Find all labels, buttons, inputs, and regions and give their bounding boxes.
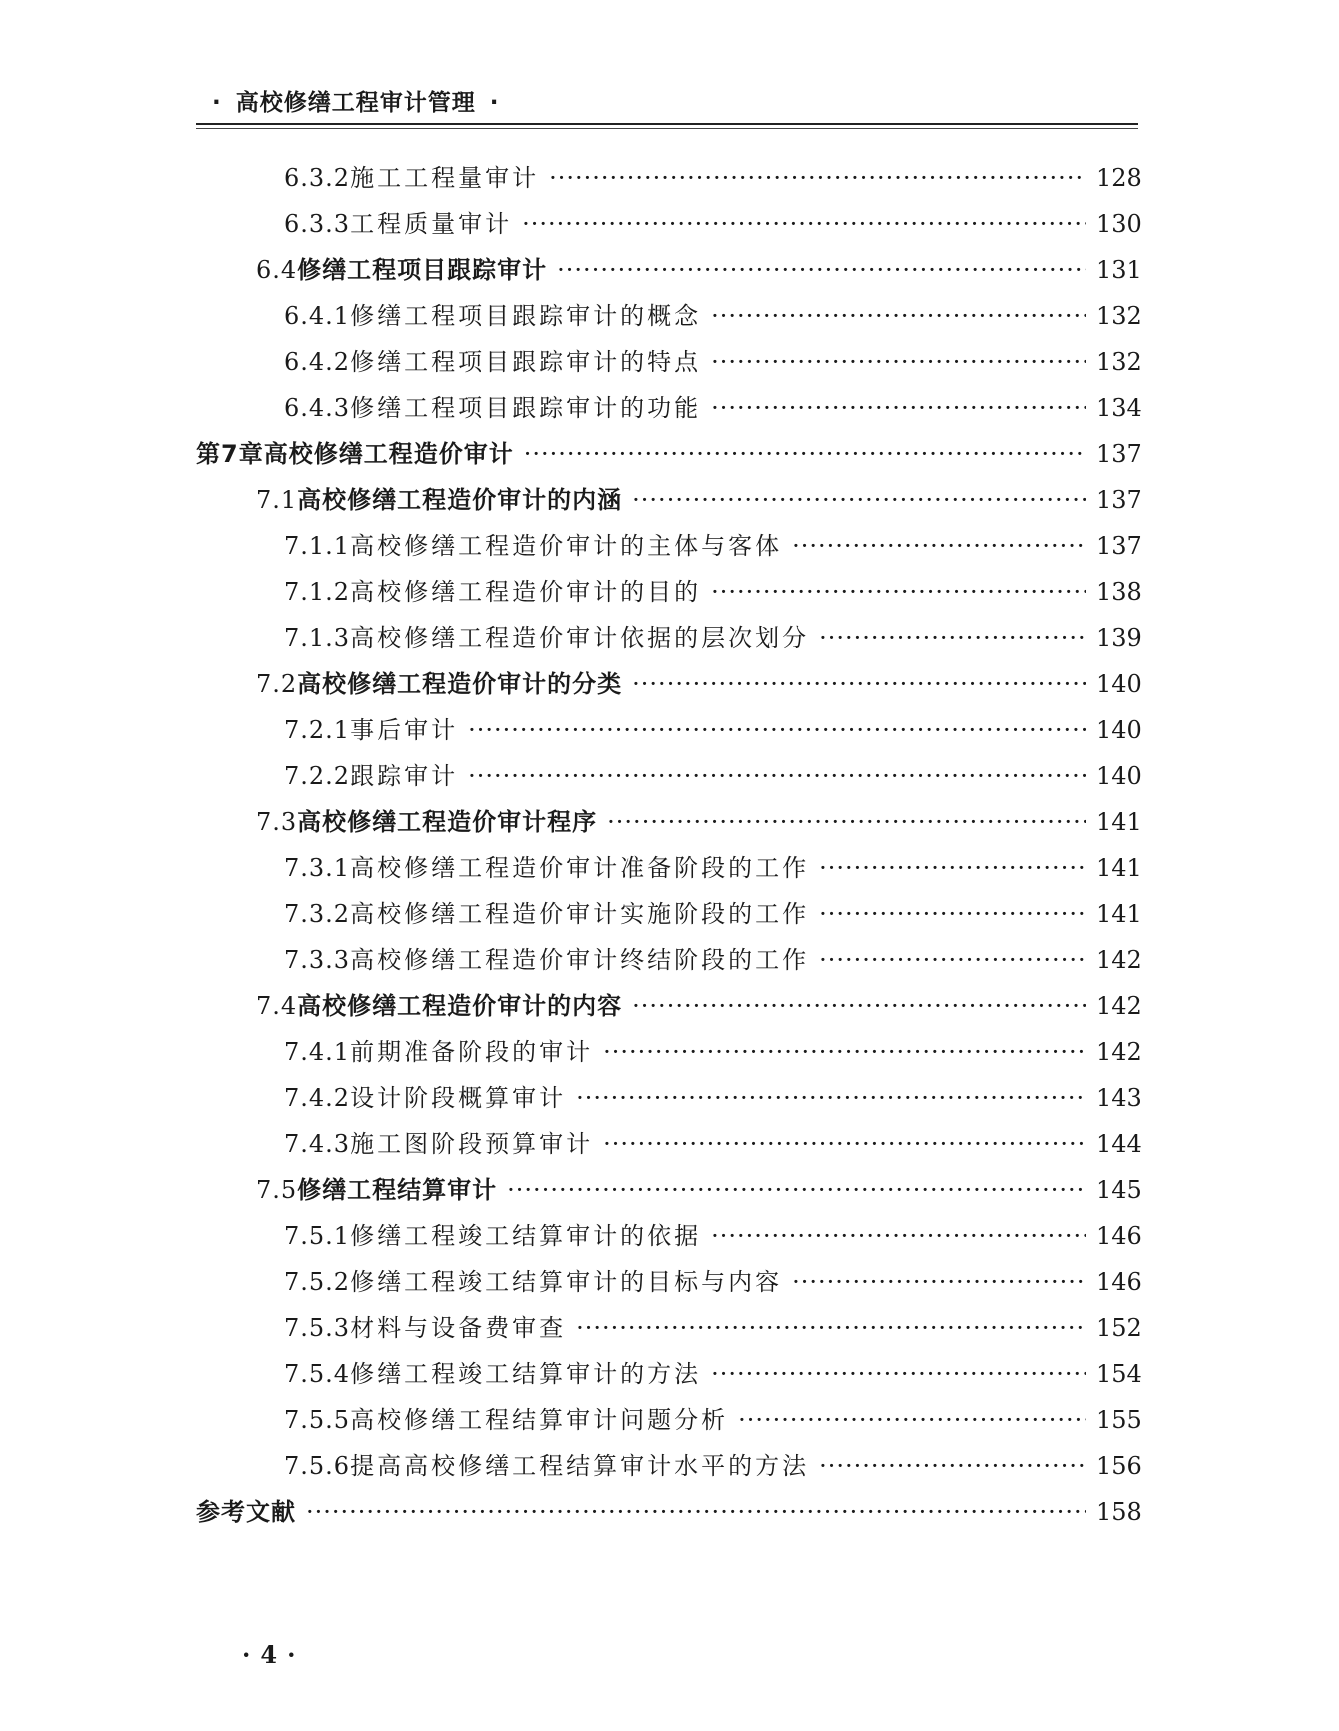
toc-entry-page: 128 bbox=[1096, 164, 1142, 192]
page-footer bbox=[232, 1640, 305, 1669]
toc-leader-dots bbox=[819, 624, 1086, 652]
toc-leader-dots bbox=[603, 1038, 1086, 1066]
toc-entry-page: 132 bbox=[1096, 348, 1142, 376]
toc-leader-dots bbox=[507, 1176, 1086, 1204]
toc-entry bbox=[196, 250, 1142, 296]
toc-entry-page: 156 bbox=[1096, 1452, 1142, 1480]
toc-leader-dots bbox=[711, 394, 1086, 422]
toc-entry-title: 事后审计 bbox=[350, 716, 459, 744]
toc-entry-number: 7.3.2 bbox=[284, 900, 351, 928]
toc-entry-page: 137 bbox=[1096, 532, 1142, 560]
toc-entry-title: 修缮工程项目跟踪审计 bbox=[297, 255, 548, 284]
toc-entry-page: 140 bbox=[1096, 716, 1142, 744]
toc-entry-number: 7.5.2 bbox=[284, 1268, 351, 1296]
toc-entry-title: 高校修缮工程造价审计的目的 bbox=[350, 578, 702, 606]
page-number: 4 bbox=[260, 1640, 278, 1669]
toc-entry-number: 7.5 bbox=[256, 1176, 298, 1204]
toc-entry-number: 7.5.6 bbox=[284, 1452, 351, 1480]
toc-entry bbox=[196, 526, 1142, 572]
toc-entry-page: 141 bbox=[1096, 900, 1142, 928]
toc-entry bbox=[196, 1354, 1142, 1400]
toc-leader-dots bbox=[711, 1222, 1086, 1250]
toc-leader-dots bbox=[792, 1268, 1086, 1296]
toc-entry-title: 设计阶段概算审计 bbox=[350, 1084, 567, 1112]
toc-leader-dots bbox=[792, 532, 1086, 560]
toc-entry bbox=[196, 1492, 1142, 1538]
toc-leader-dots bbox=[819, 1452, 1086, 1480]
toc-leader-dots bbox=[632, 992, 1086, 1020]
toc-entry-title: 高校修缮工程造价审计的分类 bbox=[297, 669, 623, 698]
toc-entry bbox=[196, 664, 1142, 710]
toc-entry bbox=[196, 848, 1142, 894]
toc-entry-page: 138 bbox=[1096, 578, 1142, 606]
toc-entry-title: 施工图阶段预算审计 bbox=[350, 1130, 594, 1158]
toc-entry-title: 高校修缮工程造价审计的内容 bbox=[297, 991, 623, 1020]
toc-entry bbox=[196, 986, 1142, 1032]
toc-entry-title: 工程质量审计 bbox=[350, 210, 513, 238]
toc-entry-number: 7.3 bbox=[256, 808, 298, 836]
toc-entry-number: 6.4.3 bbox=[284, 394, 351, 422]
toc-leader-dots bbox=[576, 1084, 1086, 1112]
toc-entry bbox=[196, 1308, 1142, 1354]
toc-entry-page: 144 bbox=[1096, 1130, 1142, 1158]
toc-entry-title: 修缮工程竣工结算审计的目标与内容 bbox=[350, 1268, 783, 1296]
toc-leader-dots bbox=[711, 302, 1086, 330]
toc-entry-number: 7.1.2 bbox=[284, 578, 351, 606]
toc-entry-title: 高校修缮工程造价审计依据的层次划分 bbox=[350, 624, 810, 652]
toc-entry bbox=[196, 1400, 1142, 1446]
toc-entry-title: 高校修缮工程造价审计准备阶段的工作 bbox=[350, 854, 810, 882]
toc-entry-title: 修缮工程结算审计 bbox=[297, 1175, 498, 1204]
toc-entry-title: 高校修缮工程造价审计的内涵 bbox=[297, 485, 623, 514]
toc-entry-number: 7.2.1 bbox=[284, 716, 351, 744]
toc-entry-number: 7.4.3 bbox=[284, 1130, 351, 1158]
toc-entry-number: 7.5.4 bbox=[284, 1360, 351, 1388]
toc-entry-page: 146 bbox=[1096, 1222, 1142, 1250]
toc-entry-number: 7.3.1 bbox=[284, 854, 351, 882]
toc-entry-number: 7.5.5 bbox=[284, 1406, 351, 1434]
toc-entry-title: 修缮工程竣工结算审计的方法 bbox=[350, 1360, 702, 1388]
toc-entry-title: 修缮工程竣工结算审计的依据 bbox=[350, 1222, 702, 1250]
running-header bbox=[198, 84, 1138, 117]
header-rule-thin bbox=[196, 128, 1138, 129]
toc-entry bbox=[196, 1446, 1142, 1492]
toc-entry bbox=[196, 1124, 1142, 1170]
toc-entry bbox=[196, 1216, 1142, 1262]
toc-entry-title: 跟踪审计 bbox=[350, 762, 459, 790]
toc-entry-page: 155 bbox=[1096, 1406, 1142, 1434]
toc-entry-title: 材料与设备费审查 bbox=[350, 1314, 567, 1342]
toc-entry-title: 前期准备阶段的审计 bbox=[350, 1038, 594, 1066]
toc-leader-dots bbox=[607, 808, 1086, 836]
toc-entry-number: 7.2 bbox=[256, 670, 298, 698]
toc-entry bbox=[196, 434, 1142, 480]
toc-entry bbox=[196, 296, 1142, 342]
toc-entry bbox=[196, 802, 1142, 848]
toc-entry-page: 143 bbox=[1096, 1084, 1142, 1112]
toc-entry bbox=[196, 1078, 1142, 1124]
toc-entry-page: 134 bbox=[1096, 394, 1142, 422]
toc-entry-title: 高校修缮工程造价审计终结阶段的工作 bbox=[350, 946, 810, 974]
toc-entry-number: 7.3.3 bbox=[284, 946, 351, 974]
toc-leader-dots bbox=[819, 854, 1086, 882]
toc-entry-page: 158 bbox=[1096, 1498, 1142, 1526]
toc-leader-dots bbox=[819, 900, 1086, 928]
toc-entry-number: 第7章 bbox=[196, 440, 264, 468]
toc-entry-page: 140 bbox=[1096, 670, 1142, 698]
toc-entry bbox=[196, 756, 1142, 802]
toc-entry-number: 6.4.1 bbox=[284, 302, 351, 330]
toc-leader-dots bbox=[819, 946, 1086, 974]
toc-entry-page: 130 bbox=[1096, 210, 1142, 238]
toc-entry-title: 修缮工程项目跟踪审计的概念 bbox=[350, 302, 702, 330]
toc-entry bbox=[196, 158, 1142, 204]
toc-entry-number: 6.3.2 bbox=[284, 164, 351, 192]
toc-entry bbox=[196, 710, 1142, 756]
toc-entry bbox=[196, 894, 1142, 940]
footer-right-dot: · bbox=[287, 1640, 296, 1669]
toc-entry-title: 提高高校修缮工程结算审计水平的方法 bbox=[350, 1452, 810, 1480]
toc-entry-title: 修缮工程项目跟踪审计的特点 bbox=[350, 348, 702, 376]
toc-entry-title: 参考文献 bbox=[196, 1498, 296, 1526]
toc-entry-page: 139 bbox=[1096, 624, 1142, 652]
toc-leader-dots bbox=[711, 578, 1086, 606]
toc-entry bbox=[196, 480, 1142, 526]
toc-leader-dots bbox=[557, 256, 1086, 284]
toc-entry-number: 7.4.1 bbox=[284, 1038, 351, 1066]
toc-entry-page: 142 bbox=[1096, 946, 1142, 974]
toc-entry bbox=[196, 204, 1142, 250]
footer-left-dot: · bbox=[242, 1640, 251, 1669]
toc-entry-title: 高校修缮工程造价审计 bbox=[263, 440, 514, 468]
toc-entry-title: 高校修缮工程造价审计实施阶段的工作 bbox=[350, 900, 810, 928]
toc-entry bbox=[196, 618, 1142, 664]
toc-leader-dots bbox=[524, 440, 1086, 468]
toc-entry-number: 7.1.1 bbox=[284, 532, 351, 560]
toc-entry-title: 高校修缮工程造价审计程序 bbox=[297, 807, 598, 836]
header-rule-thick bbox=[196, 123, 1138, 125]
toc-entry-title: 高校修缮工程造价审计的主体与客体 bbox=[350, 532, 783, 560]
toc-leader-dots bbox=[711, 1360, 1086, 1388]
toc-entry bbox=[196, 940, 1142, 986]
toc-leader-dots bbox=[632, 486, 1086, 514]
toc-entry-page: 142 bbox=[1096, 992, 1142, 1020]
toc-entry-number: 6.4 bbox=[256, 256, 298, 284]
toc-leader-dots bbox=[711, 348, 1086, 376]
toc-entry bbox=[196, 342, 1142, 388]
table-of-contents bbox=[196, 158, 1142, 1538]
toc-leader-dots bbox=[576, 1314, 1086, 1342]
toc-leader-dots bbox=[468, 716, 1086, 744]
toc-entry-page: 131 bbox=[1096, 256, 1142, 284]
toc-entry-page: 141 bbox=[1096, 808, 1142, 836]
toc-entry bbox=[196, 572, 1142, 618]
toc-entry-page: 132 bbox=[1096, 302, 1142, 330]
toc-leader-dots bbox=[549, 164, 1086, 192]
toc-entry-title: 高校修缮工程结算审计问题分析 bbox=[350, 1406, 729, 1434]
toc-entry-number: 6.4.2 bbox=[284, 348, 351, 376]
toc-entry-page: 152 bbox=[1096, 1314, 1142, 1342]
toc-leader-dots bbox=[306, 1498, 1086, 1526]
toc-entry-page: 154 bbox=[1096, 1360, 1142, 1388]
toc-entry-page: 142 bbox=[1096, 1038, 1142, 1066]
toc-leader-dots bbox=[632, 670, 1086, 698]
header-left-dot: · bbox=[212, 90, 222, 116]
toc-entry-page: 146 bbox=[1096, 1268, 1142, 1296]
toc-leader-dots bbox=[522, 210, 1086, 238]
toc-entry bbox=[196, 1170, 1142, 1216]
toc-entry-number: 7.1 bbox=[256, 486, 298, 514]
toc-leader-dots bbox=[468, 762, 1086, 790]
toc-entry-page: 141 bbox=[1096, 854, 1142, 882]
toc-entry-number: 6.3.3 bbox=[284, 210, 351, 238]
toc-entry-title: 施工工程量审计 bbox=[350, 164, 540, 192]
toc-entry-page: 137 bbox=[1096, 486, 1142, 514]
toc-entry-number: 7.4 bbox=[256, 992, 298, 1020]
header-title: 高校修缮工程审计管理 bbox=[235, 90, 476, 116]
toc-entry bbox=[196, 1262, 1142, 1308]
toc-entry-number: 7.4.2 bbox=[284, 1084, 351, 1112]
toc-entry-number: 7.5.1 bbox=[284, 1222, 351, 1250]
toc-leader-dots bbox=[738, 1406, 1086, 1434]
toc-entry-number: 7.1.3 bbox=[284, 624, 351, 652]
toc-leader-dots bbox=[603, 1130, 1086, 1158]
header-right-dot: · bbox=[489, 90, 500, 116]
toc-entry-number: 7.2.2 bbox=[284, 762, 351, 790]
toc-entry-number: 7.5.3 bbox=[284, 1314, 351, 1342]
toc-entry-page: 137 bbox=[1096, 440, 1142, 468]
toc-entry-title: 修缮工程项目跟踪审计的功能 bbox=[350, 394, 702, 422]
toc-entry bbox=[196, 388, 1142, 434]
toc-entry-page: 140 bbox=[1096, 762, 1142, 790]
toc-entry-page: 145 bbox=[1096, 1176, 1142, 1204]
toc-entry bbox=[196, 1032, 1142, 1078]
